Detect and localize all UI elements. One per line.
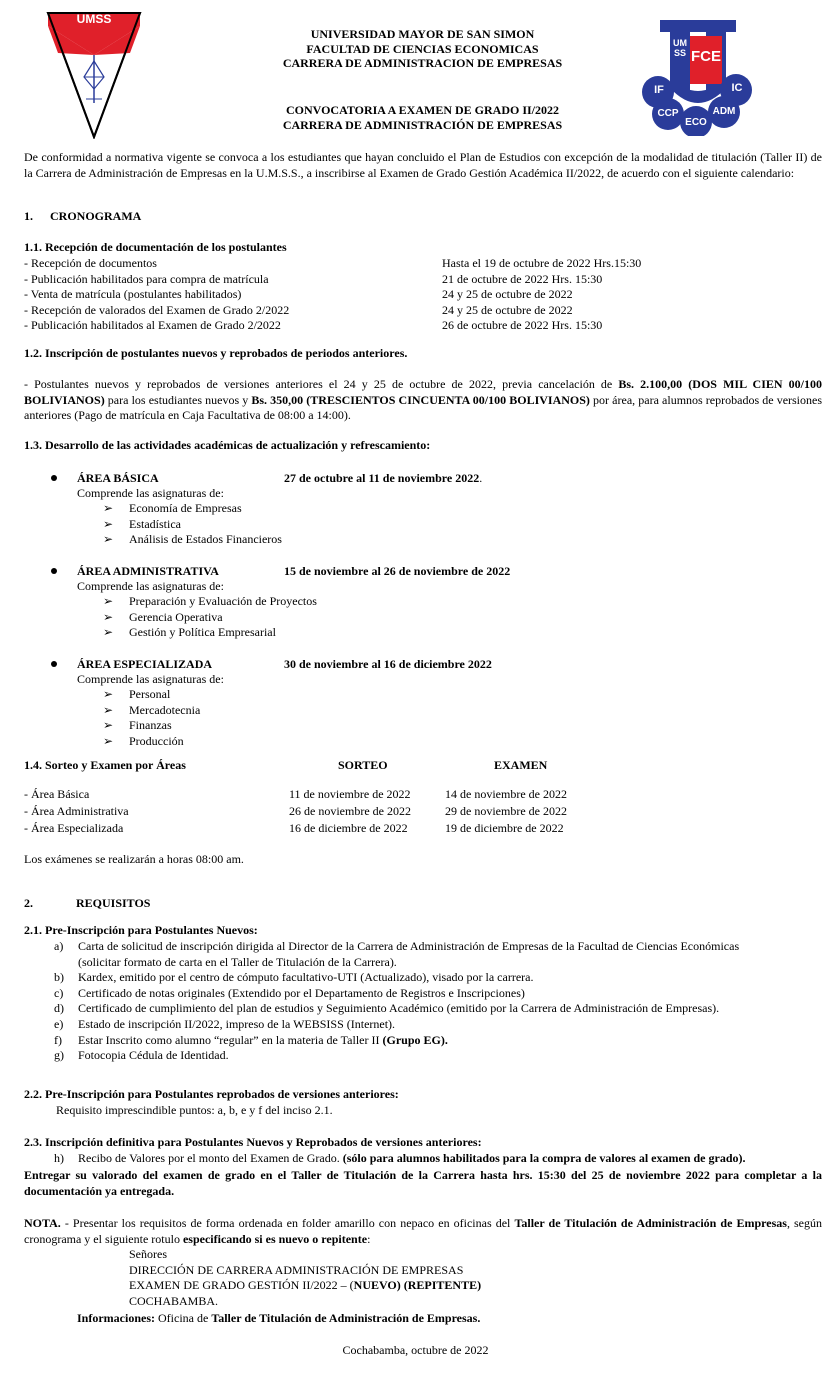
fce-logo-ic: IC (731, 82, 743, 94)
requirement-text (78, 1048, 229, 1064)
area-name: ÁREA ADMINISTRATIVA (77, 564, 219, 578)
subject-name: Gerencia Operativa (129, 609, 223, 624)
s12-text-3: por área, para alumnos reprobados de versiones anteriores (Pago de matrícula en Caja Facultativa de 08:00 a 14:00). (24, 392, 823, 422)
section-2-2-text: Requisito imprescindible puntos: a, b, e y f del inciso 2.1. (56, 1103, 333, 1117)
col-examen-header: EXAMEN (494, 758, 548, 772)
exam-area: - Área Básica (24, 787, 90, 801)
section-1-2-title: 1.2. Inscripción de postulantes nuevos y reprobados de periodos anteriores. (24, 346, 408, 360)
subject-name: Gestión y Política Empresarial (129, 625, 276, 639)
requirement-letter: e) (54, 1017, 64, 1031)
document-title (200, 103, 645, 133)
area-dates (284, 563, 510, 579)
requirement-item (54, 1033, 822, 1049)
subject-name: Mercadotecnia (129, 702, 201, 717)
s12-text-2: para los estudiantes nuevos y (104, 392, 252, 407)
requirement-item (54, 970, 822, 986)
address-line-3-plain: EXAMEN DE GRADO GESTIÓN II/2022 – ( (129, 1278, 354, 1293)
area-heading (24, 470, 814, 486)
arrow-bullet-icon: ➢ (103, 532, 114, 546)
label-address-block (129, 1247, 481, 1309)
nota-label: NOTA. (24, 1216, 61, 1230)
schedule-date: 24 y 25 de octubre de 2022 (442, 302, 573, 317)
area-dates-text: 27 de octubre al 11 de noviembre 2022 (284, 471, 480, 485)
nota-office: Taller de Titulación de Administración de Empresas (514, 1216, 787, 1230)
section-2-title: REQUISITOS (76, 896, 151, 910)
fce-logo (640, 18, 756, 136)
subject-name: Producción (129, 733, 184, 748)
subject-name: Personal (129, 687, 171, 701)
institution-header (200, 27, 645, 71)
arrow-bullet-icon: ➢ (103, 501, 114, 515)
requirement-text-plain: Estado de inscripción II/2022, impreso de la WEBSISS (Internet). (78, 1017, 396, 1031)
section-1-1-title: 1.1. Recepción de documentación de los postulantes (24, 240, 287, 254)
subject-item (103, 703, 200, 719)
subject-item (103, 517, 181, 533)
schedule-row (24, 255, 814, 271)
arrow-bullet-icon: ➢ (103, 733, 114, 748)
exam-sorteo-date: 11 de noviembre de 2022 (289, 787, 411, 801)
arrow-bullet-icon: ➢ (103, 687, 114, 701)
area-dates-text: 15 de noviembre al 26 de noviembre de 2022 (284, 564, 511, 578)
fce-logo-eco: ECO (685, 117, 707, 128)
requirement-letter: b) (54, 970, 64, 985)
requirement-item (54, 1017, 822, 1033)
address-line-1: Señores (129, 1247, 167, 1261)
requirement-text (78, 986, 525, 1002)
requirement-letter: f) (54, 1032, 62, 1047)
schedule-date: 24 y 25 de octubre de 2022 (442, 287, 573, 301)
arrow-bullet-icon: ➢ (103, 625, 114, 639)
requirement-text-plain: Estar Inscrito como alumno “regular” en la materia de Taller II (78, 1032, 383, 1047)
header-line1: UNIVERSIDAD MAYOR DE SAN SIMON (310, 27, 535, 41)
info-text: Oficina de (155, 1311, 212, 1325)
fce-logo-adm: ADM (712, 106, 736, 117)
section-2-1-title: 2.1. Pre-Inscripción para Postulantes Nuevos: (24, 923, 258, 937)
section-1-4-header (24, 757, 814, 773)
intro-paragraph: De conformidad a normativa vigente se convoca a los estudiantes que hayan concluido el Plan de Estudios con excepción de la modalidad de titulación (Taller II) de la Carrera de Administración de Empresas en la U.M.S.S., a inscribirse al Examen de Grado Gestión Académica II/2022, de acuerdo con el siguiente calendario: (24, 150, 822, 180)
area-dates (284, 470, 482, 486)
delivery-paragraph: Entregar su valorado del examen de grado en el Taller de Titulación de la Carrera hasta hrs. 15:30 del 25 de noviembre 2022 para completar a la documentación ya entregada. (24, 1168, 822, 1198)
exam-area: - Área Especializada (24, 821, 124, 835)
requirement-letter: c) (54, 985, 64, 1000)
title-line1: CONVOCATORIA A EXAMEN DE GRADO II/2022 (285, 103, 559, 117)
section-1-heading (24, 209, 142, 224)
section-1-2-paragraph (24, 377, 822, 424)
info-label: Informaciones: (77, 1311, 155, 1325)
exam-examen-date: 29 de noviembre de 2022 (445, 804, 567, 818)
requirement-h-letter: h) (54, 1151, 64, 1165)
exam-row (24, 786, 814, 802)
fce-logo-fce: FCE (691, 48, 721, 65)
header-line2: FACULTAD DE CIENCIAS ECONOMICAS (306, 41, 539, 56)
footer-place-date: Cochabamba, octubre de 2022 (342, 1343, 489, 1357)
subject-name: Análisis de Estados Financieros (129, 532, 282, 546)
schedule-label: - Recepción de documentos (24, 256, 157, 270)
requirement-text-bold: (Grupo EG). (382, 1032, 448, 1047)
section-2-3-title: 2.3. Inscripción definitiva para Postulantes Nuevos y Reprobados de versiones anteriores: (24, 1135, 482, 1149)
exam-area: - Área Administrativa (24, 804, 129, 818)
nota-text-3: : (367, 1232, 371, 1246)
requirement-h-bold: (sólo para alumnos habilitados para la compra de valores al examen de grado). (342, 1151, 746, 1165)
subject-name: Estadística (129, 516, 181, 531)
area-dates-suffix: . (479, 471, 483, 485)
area-name: ÁREA BÁSICA (77, 471, 159, 485)
requirement-h-text (78, 1151, 746, 1167)
subject-item (103, 532, 282, 548)
requirement-h-plain: Recibo de Valores por el monto del Examen de Grado. (78, 1151, 343, 1165)
schedule-row (24, 317, 814, 333)
schedule-row (24, 286, 814, 302)
schedule-row (24, 271, 814, 287)
address-line-3-bold: NUEVO) (REPITENTE) (353, 1278, 482, 1293)
subject-name: Economía de Empresas (129, 501, 242, 515)
subject-item (103, 734, 184, 750)
schedule-label: - Recepción de valorados del Examen de Grado 2/2022 (24, 302, 290, 317)
schedule-row (24, 302, 814, 318)
requirement-letter: g) (54, 1048, 64, 1063)
info-office: Taller de Titulación de Administración de Empresas. (211, 1311, 481, 1325)
requirement-item (54, 986, 822, 1002)
requirement-text-plain: Fotocopia Cédula de Identidad. (78, 1048, 229, 1063)
requirement-item (54, 1001, 822, 1017)
schedule-date: Hasta el 19 de octubre de 2022 Hrs.15:30 (442, 256, 642, 270)
area-name: ÁREA ESPECIALIZADA (77, 657, 213, 671)
requirement-text-plain: Certificado de notas originales (Extendido por el Departamento de Registros e Inscripciones) (78, 985, 525, 1000)
area-dates (284, 656, 492, 672)
schedule-label: - Venta de matrícula (postulantes habilitados) (24, 287, 242, 301)
requirement-text-plain: Kardex, emitido por el centro de cómputo facultativo-UTI (Actualizado), visado por la carrera. (78, 970, 534, 985)
exam-examen-date: 14 de noviembre de 2022 (445, 787, 567, 801)
section-2-2-title: 2.2. Pre-Inscripción para Postulantes reprobados de versiones anteriores: (24, 1087, 399, 1101)
section-1-number: 1. (24, 209, 33, 223)
section-1-title: CRONOGRAMA (50, 209, 142, 223)
umss-logo-text: UMSS (76, 12, 112, 26)
requirement-item (54, 1048, 822, 1064)
requirement-text-plain: Certificado de cumplimiento del plan de estudios y Seguimiento Académico (emitido por la Carrera de Administración de Empresas). (78, 1001, 720, 1016)
umss-shield-logo (46, 11, 142, 139)
section-1-4-title: 1.4. Sorteo y Examen por Áreas (24, 758, 186, 772)
exam-row (24, 803, 814, 819)
requirement-h (54, 1151, 822, 1167)
subject-item (103, 594, 317, 610)
nota-paragraph (24, 1215, 822, 1247)
subject-name: Preparación y Evaluación de Proyectos (129, 594, 317, 608)
comprende-label: Comprende las asignaturas de: (77, 485, 224, 500)
fce-logo-umss: UMSS (673, 38, 687, 58)
section-2-number: 2. (24, 896, 33, 910)
arrow-bullet-icon: ➢ (103, 609, 114, 624)
header-line3: CARRERA DE ADMINISTRACION DE EMPRESAS (282, 56, 563, 70)
area-heading (24, 656, 814, 672)
nota-specify: especificando si es nuevo o repitente (182, 1232, 368, 1246)
requirement-text (78, 939, 739, 955)
address-line-2: DIRECCIÓN DE CARRERA ADMINISTRACIÓN DE EMPRESAS (129, 1262, 464, 1277)
subject-item (103, 610, 223, 626)
comprende-label: Comprende las asignaturas de: (77, 671, 224, 686)
requirement-text (78, 1033, 448, 1049)
requirement-text (78, 970, 533, 986)
requirement-text-2: (solicitar formato de carta en el Taller de Titulación de la Carrera). (78, 954, 397, 969)
area-dates-text: 30 de noviembre al 16 de diciembre 2022 (284, 657, 492, 671)
fce-logo-ccp: CCP (657, 108, 679, 119)
subject-item (103, 625, 276, 641)
area-heading (24, 563, 814, 579)
section-1-3-title: 1.3. Desarrollo de las actividades académicas de actualización y refrescamiento: (24, 438, 431, 452)
arrow-bullet-icon: ➢ (103, 702, 114, 717)
s12-text-1: - Postulantes nuevos y reprobados de versiones anteriores el 24 y 25 de octubre de 2022, previa cancelación de (24, 377, 619, 391)
arrow-bullet-icon: ➢ (103, 516, 114, 531)
requirement-item-continuation (54, 955, 822, 971)
nota-text-2: , según cronograma y el siguiente rotulo (24, 1216, 823, 1246)
schedule-label: - Publicación habilitados al Examen de Grado 2/2022 (24, 318, 281, 332)
s12-fee-repeat: Bs. 350,00 (TRESCIENTOS CINCUENTA 00/100 BOLIVIANOS) (251, 392, 590, 407)
nota-text-1: - Presentar los requisitos de forma ordenada en folder amarillo con nepaco en oficinas del (60, 1216, 515, 1230)
subject-item (103, 501, 242, 517)
schedule-date: 26 de octubre de 2022 Hrs. 15:30 (442, 318, 603, 332)
comprende-label: Comprende las asignaturas de: (77, 578, 224, 593)
info-line (77, 1311, 480, 1326)
address-line-4: COCHABAMBA. (129, 1293, 219, 1308)
subject-item (103, 687, 170, 703)
fce-logo-if: IF (654, 84, 664, 96)
exam-time-note: Los exámenes se realizarán a horas 08:00 am. (24, 852, 244, 866)
subject-name: Finanzas (129, 718, 172, 732)
requirement-letter: a) (54, 939, 64, 953)
address-line-3 (129, 1278, 481, 1294)
requirement-item (54, 939, 822, 955)
col-sorteo-header: SORTEO (338, 758, 388, 772)
requirement-text-plain: Carta de solicitud de inscripción dirigida al Director de la Carrera de Administración de Empresas de la Facultad de Ciencias Económicas (78, 939, 740, 953)
exam-examen-date: 19 de diciembre de 2022 (445, 821, 564, 835)
schedule-date: 21 de octubre de 2022 Hrs. 15:30 (442, 271, 603, 286)
requirement-letter: d) (54, 1001, 64, 1016)
arrow-bullet-icon: ➢ (103, 718, 114, 732)
title-line2: CARRERA DE ADMINISTRACIÓN DE EMPRESAS (282, 118, 563, 132)
s12-fee-new: Bs. 2.100,00 (DOS MIL CIEN 00/100 BOLIVIANOS) (24, 377, 822, 407)
exam-sorteo-date: 16 de diciembre de 2022 (289, 821, 408, 835)
exam-sorteo-date: 26 de noviembre de 2022 (289, 804, 411, 818)
schedule-label: - Publicación habilitados para compra de matrícula (24, 271, 269, 286)
requirement-text (78, 1017, 395, 1033)
arrow-bullet-icon: ➢ (103, 594, 114, 608)
section-2-heading (24, 896, 151, 911)
requirement-text (78, 1001, 719, 1017)
subject-item (103, 718, 172, 734)
exam-row (24, 820, 814, 836)
